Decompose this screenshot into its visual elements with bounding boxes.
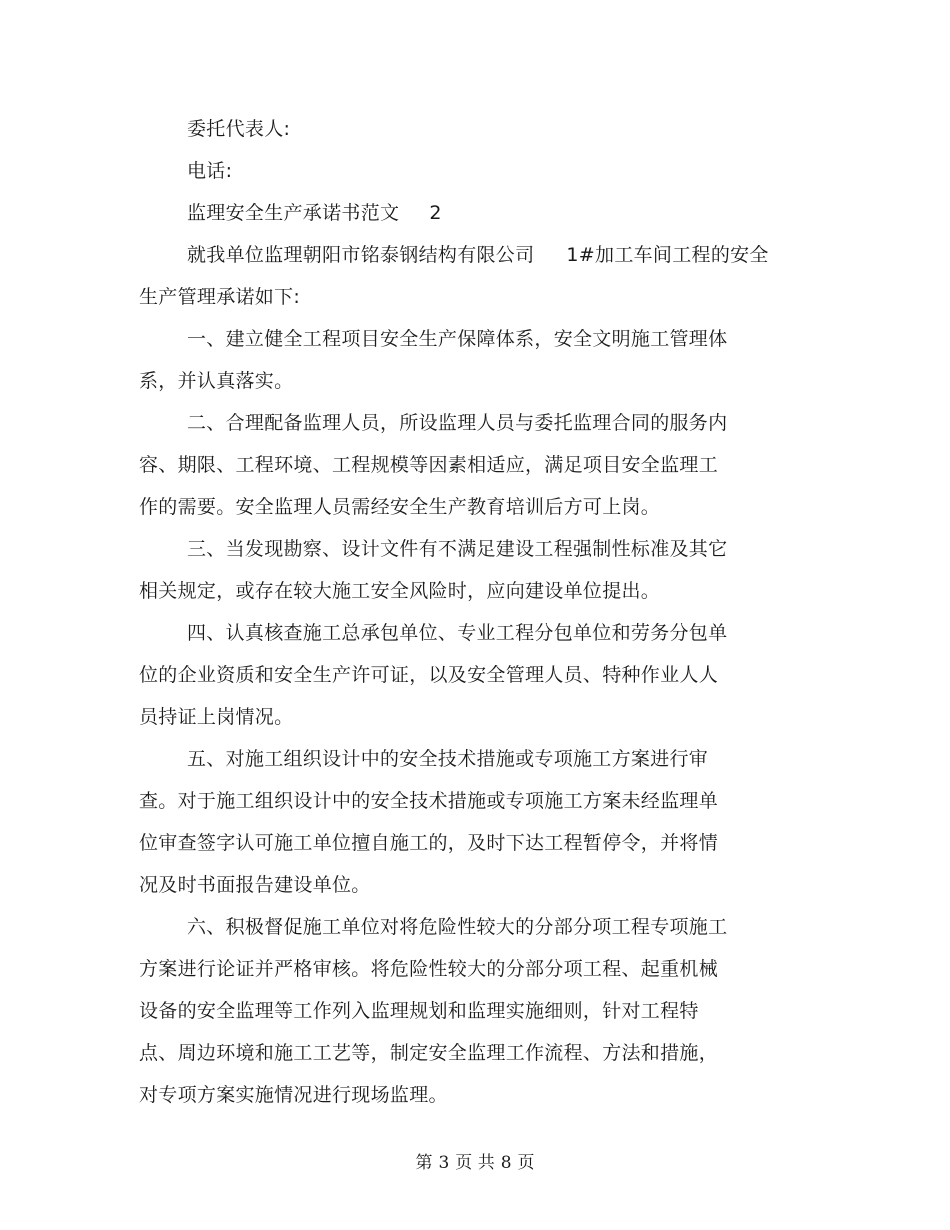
paragraph-line: 容、期限、工程环境、工程规模等因素相适应，满足项目安全监理工 <box>139 454 719 476</box>
footer-middle: 页 共 <box>455 1153 495 1173</box>
paragraph-line: 二、合理配备监理人员，所设监理人员与委托监理合同的服务内 <box>187 412 728 434</box>
paragraph-line: 相关规定，或存在较大施工安全风险时，应向建设单位提出。 <box>139 580 661 602</box>
paragraph-line: 设备的安全监理等工作列入监理规划和监理实施细则，针对工程特 <box>139 1000 699 1022</box>
paragraph-line: 三、当发现勘察、设计文件有不满足建设工程强制性标准及其它 <box>187 538 728 560</box>
intro-text: 就我单位监理朝阳市铭泰钢结构有限公司 <box>187 244 535 266</box>
section-title-number: 2 <box>429 202 442 224</box>
paragraph-line: 对专项方案实施情况进行现场监理。 <box>139 1084 448 1106</box>
paragraph-line: 况及时书面报告建设单位。 <box>139 874 371 896</box>
delegate-label: 委托代表人: <box>187 118 291 140</box>
paragraph-line: 方案进行论证并严格审核。将危险性较大的分部分项工程、起重机械 <box>139 958 719 980</box>
intro-project: 1#加工车间工程的安全 <box>566 244 769 266</box>
paragraph-line: 作的需要。安全监理人员需经安全生产教育培训后方可上岗。 <box>139 496 661 518</box>
paragraph-line: 位的企业资质和安全生产许可证，以及安全管理人员、特种作业人人 <box>139 664 719 686</box>
phone-label: 电话: <box>187 160 233 182</box>
paragraph-line <box>187 243 769 267</box>
paragraph-line: 五、对施工组织设计中的安全技术措施或专项施工方案进行审 <box>187 748 709 770</box>
paragraph-line: 六、积极督促施工单位对将危险性较大的分部分项工程专项施工 <box>187 916 728 938</box>
paragraph-line: 位审查签字认可施工单位擅自施工的，及时下达工程暂停令，并将情 <box>139 832 719 854</box>
paragraph-line: 查。对于施工组织设计中的安全技术措施或专项施工方案未经监理单 <box>139 790 719 812</box>
paragraph-line: 生产管理承诺如下: <box>139 286 301 308</box>
footer-suffix: 页 <box>517 1153 535 1173</box>
footer-current-page: 3 <box>438 1153 450 1173</box>
paragraph-line: 四、认真核查施工总承包单位、专业工程分包单位和劳务分包单 <box>187 622 728 644</box>
paragraph-line: 一、建立健全工程项目安全生产保障体系，安全文明施工管理体 <box>187 328 728 350</box>
paragraph-line: 系，并认真落实。 <box>139 370 294 392</box>
page-footer <box>0 1151 950 1175</box>
paragraph-line: 员持证上岗情况。 <box>139 706 294 728</box>
footer-prefix: 第 <box>415 1153 433 1173</box>
paragraph-line: 点、周边环境和施工工艺等，制定安全监理工作流程、方法和措施， <box>139 1042 719 1064</box>
section-title <box>187 201 442 225</box>
footer-total-pages: 8 <box>500 1153 512 1173</box>
section-title-text: 监理安全生产承诺书范文 <box>187 202 400 224</box>
